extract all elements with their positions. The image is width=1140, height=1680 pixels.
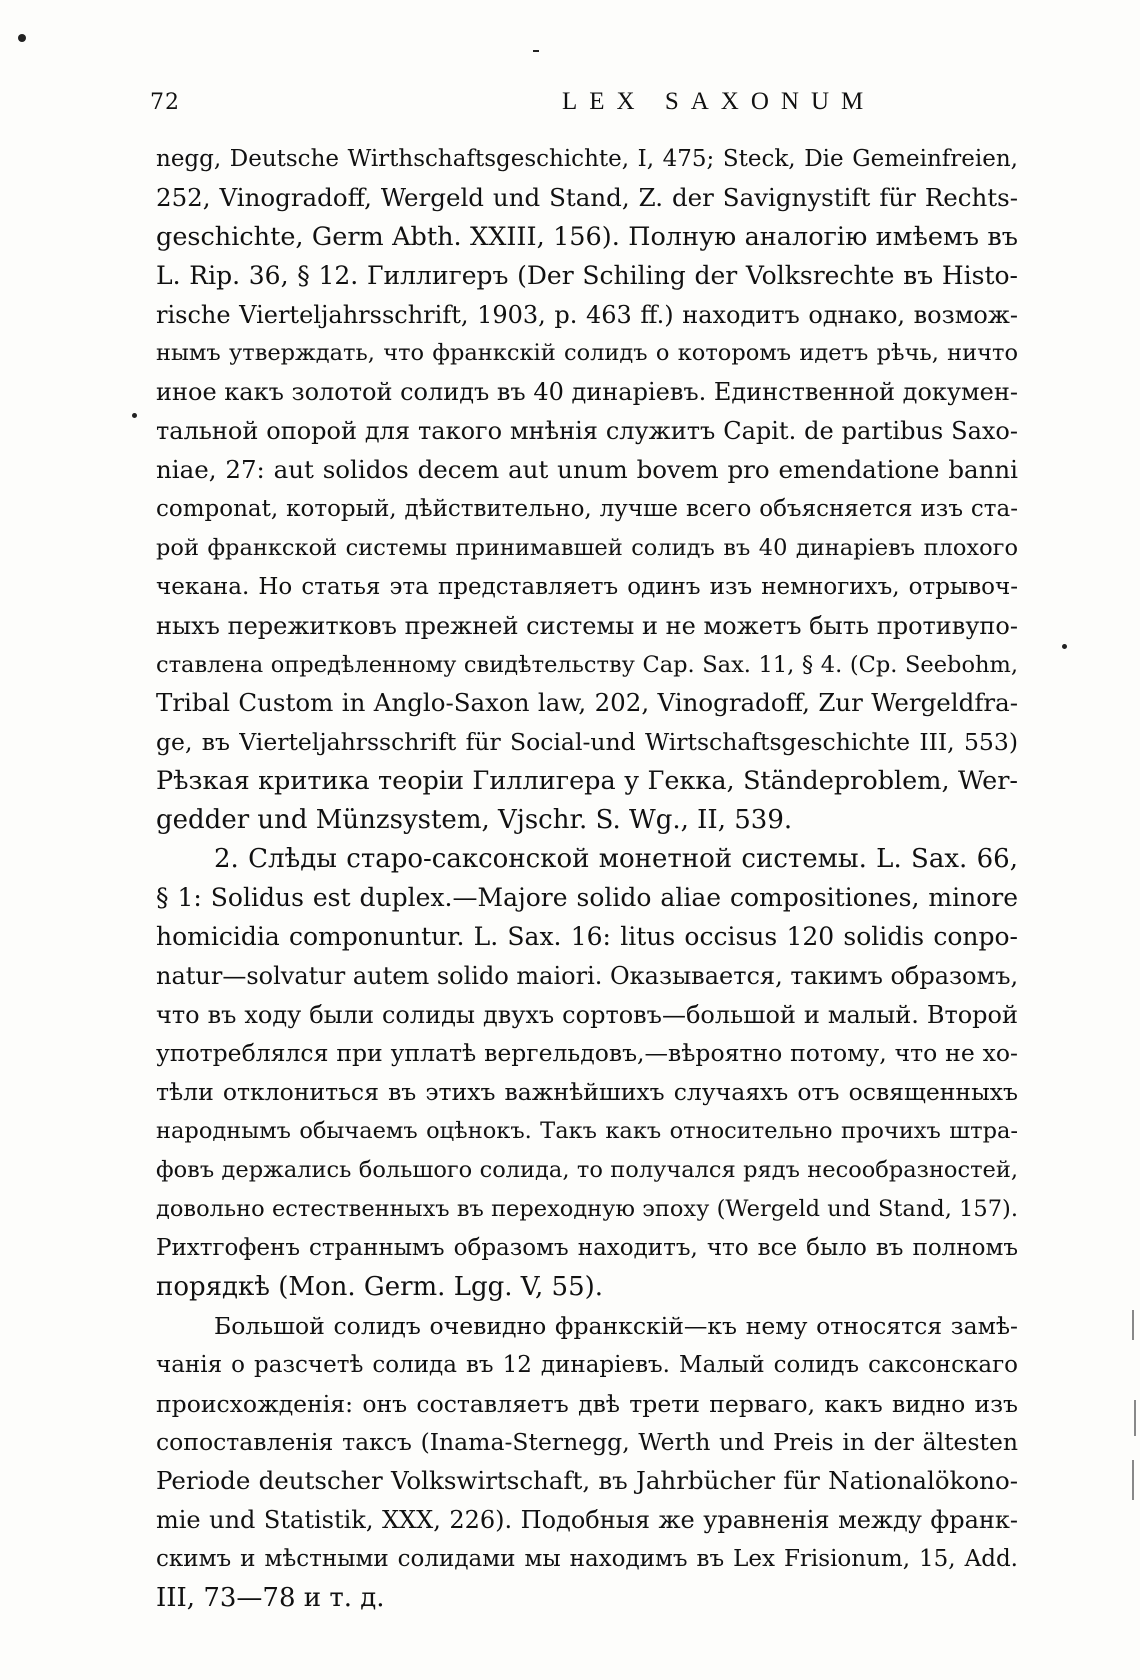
page-header xyxy=(150,84,1020,124)
text-line: чанія о разсчетѣ солида въ 12 динаріевъ. Малый солидъ саксонскаго xyxy=(156,1351,1018,1378)
margin-tick-right-2 xyxy=(1134,1400,1136,1436)
text-line: Periode deutscher Volkswirtschaft, въ Jahrbücher für Nationalökono- xyxy=(156,1466,1018,1496)
section-heading-line: 2. Слѣды старо-саксонской монетной системы. L. Sax. 66, xyxy=(214,844,1018,875)
text-line: natur—solvatur autem solido maiori. Оказывается, такимъ образомъ, xyxy=(156,961,1018,990)
text-line: народнымъ обычаемъ оцѣнокъ. Такъ какъ относительно прочихъ штра- xyxy=(156,1118,1018,1145)
margin-dot-top-left xyxy=(18,34,26,42)
text-line: mie und Statistik, XXX, 226). Подобныя же уравненія между франк- xyxy=(156,1506,1018,1535)
text-line: фовъ держались большого солида, то получался рядъ несообразностей, xyxy=(156,1157,1018,1184)
text-line: gedder und Münzsystem, Vjschr. S. Wg., II, 539. xyxy=(156,805,793,836)
text-line: negg, Deutsche Wirthschaftsgeschichte, I, 475; Steck, Die Gemeinfreien, xyxy=(156,146,1018,172)
text-line: ставлена опредѣленному свидѣтельству Cap. Sax. 11, § 4. (Ср. Seebohm, xyxy=(156,651,1018,678)
text-line: довольно естественныхъ въ переходную эпоху (Wergeld und Stand, 157). xyxy=(156,1196,1018,1223)
margin-dot-right xyxy=(1062,644,1067,649)
margin-dot-left xyxy=(132,413,137,418)
text-line: homicidia componuntur. L. Sax. 16: litus occisus 120 solidis conpo- xyxy=(156,921,1018,951)
text-line: ныхъ пережитковъ прежней системы и не можетъ быть противупо- xyxy=(156,611,1018,640)
text-line: 252, Vinogradoff, Wergeld und Stand, Z. der Savignystift für Rechts- xyxy=(156,182,1018,212)
text-line: рой франкской системы принимавшей солидъ въ 40 динаріевъ плохого xyxy=(156,534,1018,561)
text-line: что въ ходу были солиды двухъ сортовъ—большой и малый. Второй xyxy=(156,1000,1018,1029)
margin-tick-right-3 xyxy=(1132,1460,1134,1500)
paragraph-start-line: Большой солидъ очевидно франкскій—къ нему относятся замѣ- xyxy=(214,1311,1018,1340)
text-line: тѣли отклониться въ этихъ важнѣйшихъ случаяхъ отъ освященныхъ xyxy=(156,1078,1018,1107)
text-line: niae, 27: aut solidos decem aut unum bovem pro emendatione banni xyxy=(156,455,1018,485)
text-line: Рѣзкая критика теоріи Гиллигера у Гекка, Ständeproblem, Wer- xyxy=(156,766,1018,797)
text-line: Tribal Custom in Anglo-Saxon law, 202, Vinogradoff, Zur Wergeldfra- xyxy=(156,688,1018,718)
text-line: L. Rip. 36, § 12. Гиллигеръ (Der Schiling der Volksrechte въ Histo- xyxy=(156,260,1018,290)
text-line: происхожденія: онъ составляетъ двѣ трети перваго, какъ видно изъ xyxy=(156,1389,1018,1418)
text-line: чекана. Но статья эта представляетъ одинъ изъ немногихъ, отрывоч- xyxy=(156,573,1018,600)
text-line: скимъ и мѣстными солидами мы находимъ въ Lex Frisionum, 15, Add. xyxy=(156,1546,1018,1573)
text-line: употреблялся при уплатѣ вергельдовъ,—вѣроятно потому, что не хо- xyxy=(156,1039,1018,1068)
margin-dash-top xyxy=(533,50,539,52)
text-line: сопоставленія таксъ (Inama-Sternegg, Werth und Preis in der ältesten xyxy=(156,1428,1018,1457)
text-line: rische Vierteljahrsschrift, 1903, p. 463 ff.) находитъ однако, возмож- xyxy=(156,300,1018,329)
text-line: componat, который, дѣйствительно, лучше всего объясняется изъ ста- xyxy=(156,496,1018,523)
text-line: III, 73—78 и т. д. xyxy=(156,1582,385,1613)
text-line: нымъ утверждать, что франкскій солидъ о которомъ идетъ рѣчь, ничто xyxy=(156,340,1018,367)
text-line: иное какъ золотой солидъ въ 40 динаріевъ. Единственной докумен- xyxy=(156,378,1018,407)
text-line: Рихтгофенъ страннымъ образомъ находитъ, что все было въ полномъ xyxy=(156,1234,1018,1261)
text-line: тальной опорой для такого мнѣнія служитъ Capit. de partibus Saxo- xyxy=(156,417,1018,446)
page-number: 72 xyxy=(150,90,180,115)
text-line: порядкѣ (Mon. Germ. Lgg. V, 55). xyxy=(156,1271,604,1302)
text-line: ge, въ Vierteljahrsschrift für Social-und Wirtschaftsgeschichte III, 553) xyxy=(156,728,1018,757)
running-title: LEX SAXONUM xyxy=(562,88,876,115)
margin-tick-right xyxy=(1132,1310,1134,1340)
body-text xyxy=(156,140,1018,1618)
text-line: geschichte, Germ Abth. XXIII, 156). Полную аналогію имѣемъ въ xyxy=(156,221,1018,252)
text-line: § 1: Solidus est duplex.—Majore solido aliae compositiones, minore xyxy=(156,882,1018,912)
